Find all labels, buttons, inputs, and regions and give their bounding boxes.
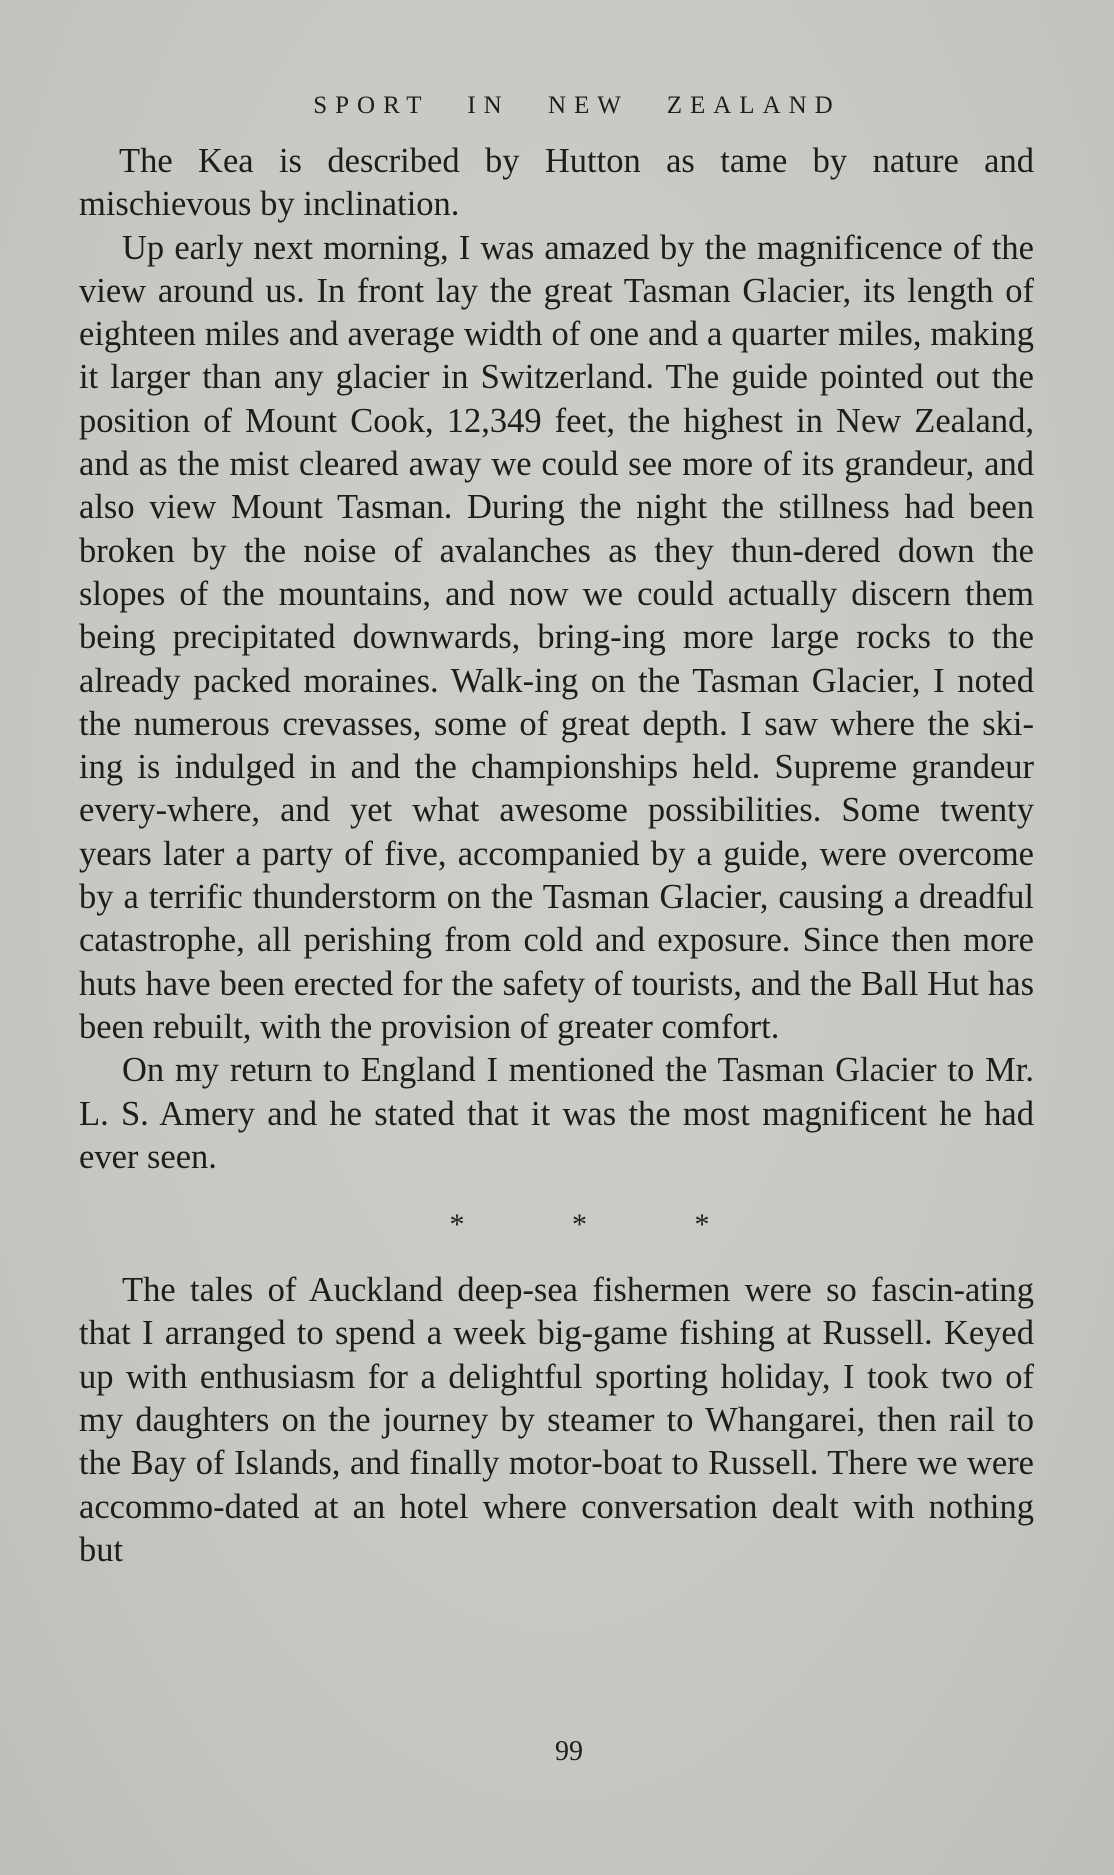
section-break: * * *: [449, 1208, 710, 1242]
paragraph-russell-fishing: The tales of Auckland deep‐sea fishermen were so fascin‐ating that I arranged to spend a week big‐game fishing at Russell. Keyed up with enthusiasm for a delightful sporting holiday, I took two of my daughters on the journey by steamer to Whangarei, then rail to the Bay of Islands, and finally motor‐boat to Russell. There we were accommo‐dated at an hotel where conversation dealt with nothing but: [79, 1271, 1034, 1569]
running-head: SPORT IN NEW ZEALAND: [313, 92, 841, 119]
paragraph-amery: On my return to England I mentioned the Tasman Glacier to Mr. L. S. Amery and he stated that it was the most magnificent he had ever seen.: [79, 1051, 1034, 1176]
page-number: 99: [555, 1736, 583, 1767]
paragraph-kea: The Kea is described by Hutton as tame by nature and mischievous by inclination.: [79, 142, 1034, 224]
body-text: [79, 140, 1034, 1572]
paragraph-tasman-glacier: Up early next morning, I was amazed by the magnificence of the view around us. In front lay the great Tasman Glacier, its length of eighteen miles and average width of one and a quarter miles, making it larger than any glacier in Switzerland. The guide pointed out the position of Mount Cook, 12,349 feet, the highest in New Zealand, and as the mist cleared away we could see more of its grandeur, and also view Mount Tasman. During the night the stillness had been broken by the noise of avalanches as they thun‐dered down the slopes of the mountains, and now we could actually discern them being precipitated downwards, bring‐ing more large rocks to the already packed moraines. Walk‐ing on the Tasman Glacier, I noted the numerous crevasses, some of great depth. I saw where the ski‐ing is indulged in and the championships held. Supreme grandeur every‐where, and yet what awesome possibilities. Some twenty years later a party of five, accompanied by a guide, were overcome by a terrific thunderstorm on the Tasman Glacier, causing a dreadful catastrophe, all perishing from cold and exposure. Since then more huts have been erected for the safety of tourists, and the Ball Hut has been rebuilt, with the provision of greater comfort.: [79, 228, 1034, 1046]
